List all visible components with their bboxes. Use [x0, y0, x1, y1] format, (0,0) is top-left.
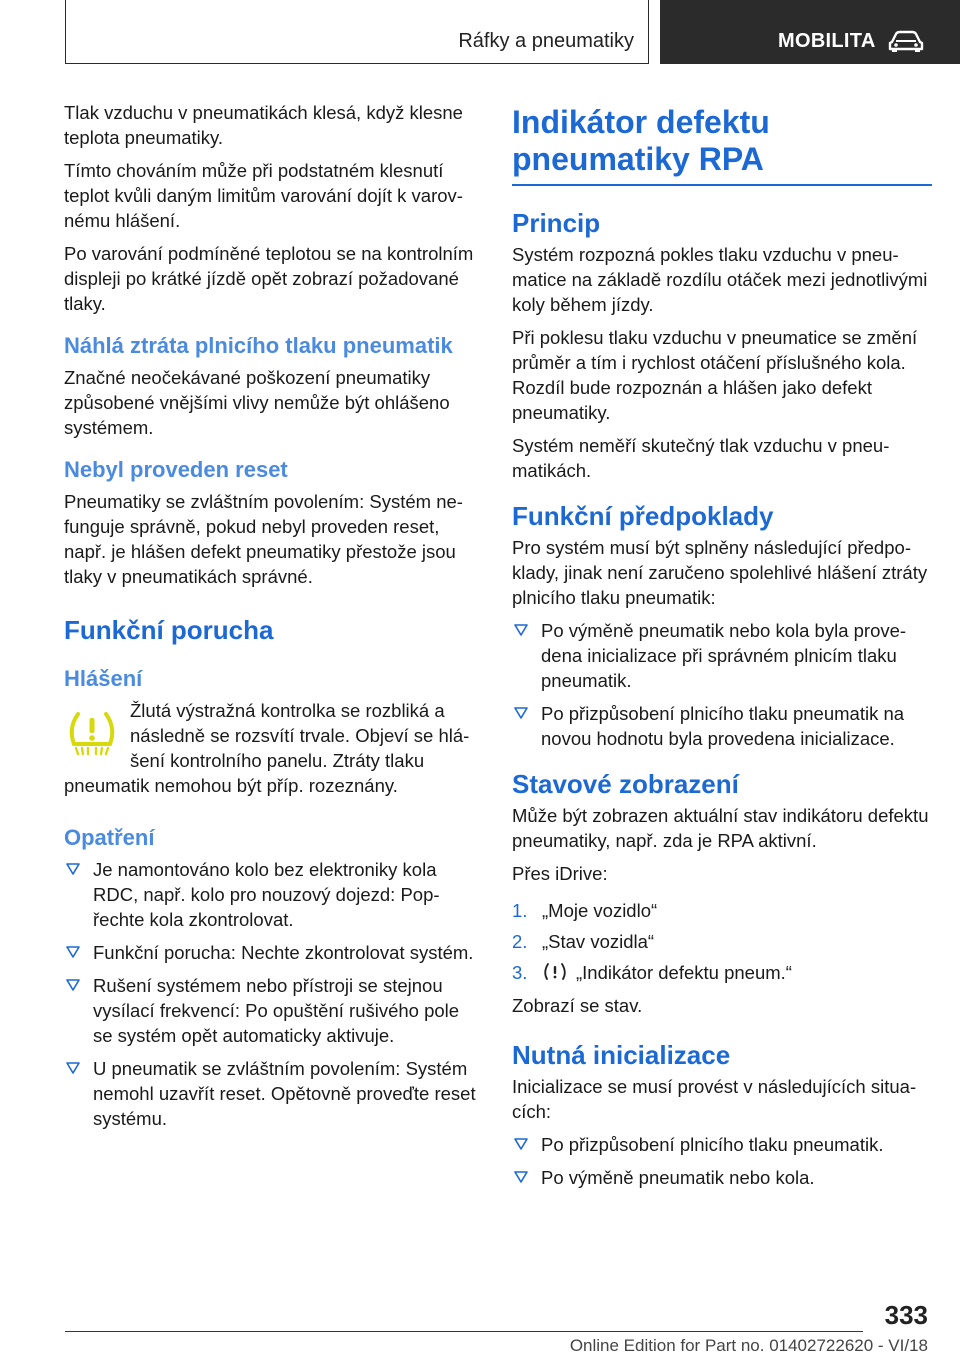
list-item-text: U pneumatik se zvláštním povolením: Systém nemohl uzavřít reset. Opětovně proveďte reset systému.: [93, 1058, 476, 1129]
header-chapter-box: [660, 0, 960, 64]
list-item: [512, 929, 932, 954]
prerequisites-heading: Funkční předpoklady: [512, 501, 774, 531]
initialization-list: [512, 1132, 932, 1190]
list-item-text: Po výměně pneumatik nebo kola byla provedena inicializace při správném plnicím tlaku pneumatik.: [541, 620, 907, 691]
initialization-heading: Nutná inicializace: [512, 1040, 731, 1070]
header-section-title: Ráfky a pneumatiky: [458, 30, 634, 52]
list-item-text: Funkční porucha: Nechte zkontrolovat systém.: [93, 942, 474, 963]
principle-heading: Princip: [512, 208, 601, 238]
header-chapter-title: MOBILITA: [778, 30, 876, 52]
status-steps: [512, 898, 932, 985]
list-item: [512, 701, 932, 751]
list-item-text: Po výměně pneumatik nebo kola.: [541, 1167, 815, 1188]
measures-heading: Opatření: [64, 825, 155, 850]
initialization-text: Inicializace se musí provést v následujících situacích:: [512, 1076, 917, 1122]
intro-paragraph-1: Tlak vzduchu v pneumatikách klesá, když klesne teplota pneumatiky.: [64, 102, 463, 148]
triangle-bullet-icon: [514, 1138, 528, 1150]
step-number: 3.: [512, 962, 528, 983]
list-item: [64, 973, 482, 1048]
footer-rule: [65, 1331, 863, 1332]
triangle-bullet-icon: [514, 624, 528, 636]
list-item: [512, 898, 932, 923]
tire-warning-outline-icon: [542, 962, 568, 982]
triangle-bullet-icon: [66, 979, 80, 991]
triangle-bullet-icon: [514, 707, 528, 719]
footer-edition: Online Edition for Part no. 01402722620 - VI/18: [569, 1336, 928, 1355]
title-rule: [512, 184, 932, 186]
list-item: [512, 1165, 932, 1190]
list-item-text: Po přizpůsobení plnicího tlaku pneumatik.: [541, 1134, 884, 1155]
no-reset-text: Pneumatiky se zvláštním povolením: Systém nefunguje správně, pokud nebyl proveden reset, např. je hlášen defekt pneumatiky přestože jsou tlaky v pneumatikách správné.: [64, 491, 463, 587]
status-via: Přes iDrive:: [512, 863, 608, 884]
sudden-loss-text: Značné neočekávané poškození pneumatiky způsobené vnějšími vlivy nemůže být ohlášeno systémem.: [64, 367, 450, 438]
triangle-bullet-icon: [66, 1062, 80, 1074]
status-heading: Stavové zobrazení: [512, 769, 739, 799]
status-after: Zobrazí se stav.: [512, 995, 643, 1016]
list-item-text: Rušení systémem nebo přístroji se stejnou vysílací frekvencí: Po opuštění rušivého pole se systém opět automaticky aktivuje.: [93, 975, 460, 1046]
page-title: Indikátor defektu pneumatiky RPA: [512, 104, 770, 177]
list-item: [64, 857, 482, 932]
header-section-box: [65, 0, 649, 64]
list-item: [512, 1132, 932, 1157]
list-item-text: Po přizpůsobení plnicího tlaku pneumatik na novou hodnotu byla provedena inicializace.: [541, 703, 905, 749]
triangle-bullet-icon: [66, 863, 80, 875]
principle-paragraph-1: Systém rozpozná pokles tlaku vzduchu v pneumatice na základě rozdílu otáček mezi jednotlivými koly během jízdy.: [512, 244, 928, 315]
right-column: [512, 104, 932, 1198]
sudden-loss-heading: Náhlá ztráta plnicího tlaku pneumatik: [64, 333, 453, 358]
principle-paragraph-3: Systém neměří skutečný tlak vzduchu v pneumatikách.: [512, 435, 890, 481]
page-number: 333: [884, 1300, 928, 1330]
tire-pressure-warning-icon: [64, 706, 120, 762]
step-text: „Indikátor defektu pneum.“: [576, 962, 792, 983]
no-reset-heading: Nebyl proveden reset: [64, 457, 288, 482]
measures-list: [64, 857, 482, 1131]
triangle-bullet-icon: [66, 946, 80, 958]
intro-paragraph-2: Tímto chováním může při podstatném klesnutí teplot kvůli daným limitům varování dojít k varovnému hlášení.: [64, 160, 463, 231]
list-item: [512, 618, 932, 693]
status-text: Může být zobrazen aktuální stav indikátoru defektu pneumatiky, např. zda je RPA aktivní.: [512, 805, 929, 851]
intro-paragraph-3: Po varování podmíněné teplotou se na kontrolním displeji po krátké jízdě opět zobrazí požadované tlaky.: [64, 243, 474, 314]
list-item: [64, 940, 482, 965]
triangle-bullet-icon: [514, 1171, 528, 1183]
left-column: [64, 100, 482, 1139]
message-block: [64, 698, 482, 798]
list-item-text: Je namontováno kolo bez elektroniky kola RDC, např. kolo pro nouzový dojezd: Popřechte kola zkontrolovat.: [93, 859, 440, 930]
list-item: [64, 1056, 482, 1131]
step-number: 1.: [512, 900, 528, 921]
message-text: Žlutá výstražná kontrolka se rozbliká a následně se rozsvítí trvale. Objeví se hlášení kontrolního panelu. Ztráty tlaku pneumatik nemohou být příp. rozeznány.: [64, 700, 470, 796]
step-text: „Moje vozidlo“: [542, 900, 658, 921]
message-heading: Hlášení: [64, 666, 143, 691]
principle-paragraph-2: Při poklesu tlaku vzduchu v pneumatice se změní průměr a tím i rychlost otáčení příslušného kola. Rozdíl bude rozpoznán a hlášen jako defekt pneumatiky.: [512, 327, 918, 423]
list-item: [512, 960, 932, 985]
prerequisites-text: Pro systém musí být splněny následující předpoklady, jinak není zaručeno spolehlivé hlášení ztráty plnicího tlaku pneumatik:: [512, 537, 928, 608]
prerequisites-list: [512, 618, 932, 751]
step-text: „Stav vozidla“: [542, 931, 655, 952]
car-icon: [888, 30, 924, 52]
malfunction-heading: Funkční porucha: [64, 615, 274, 645]
step-number: 2.: [512, 931, 528, 952]
